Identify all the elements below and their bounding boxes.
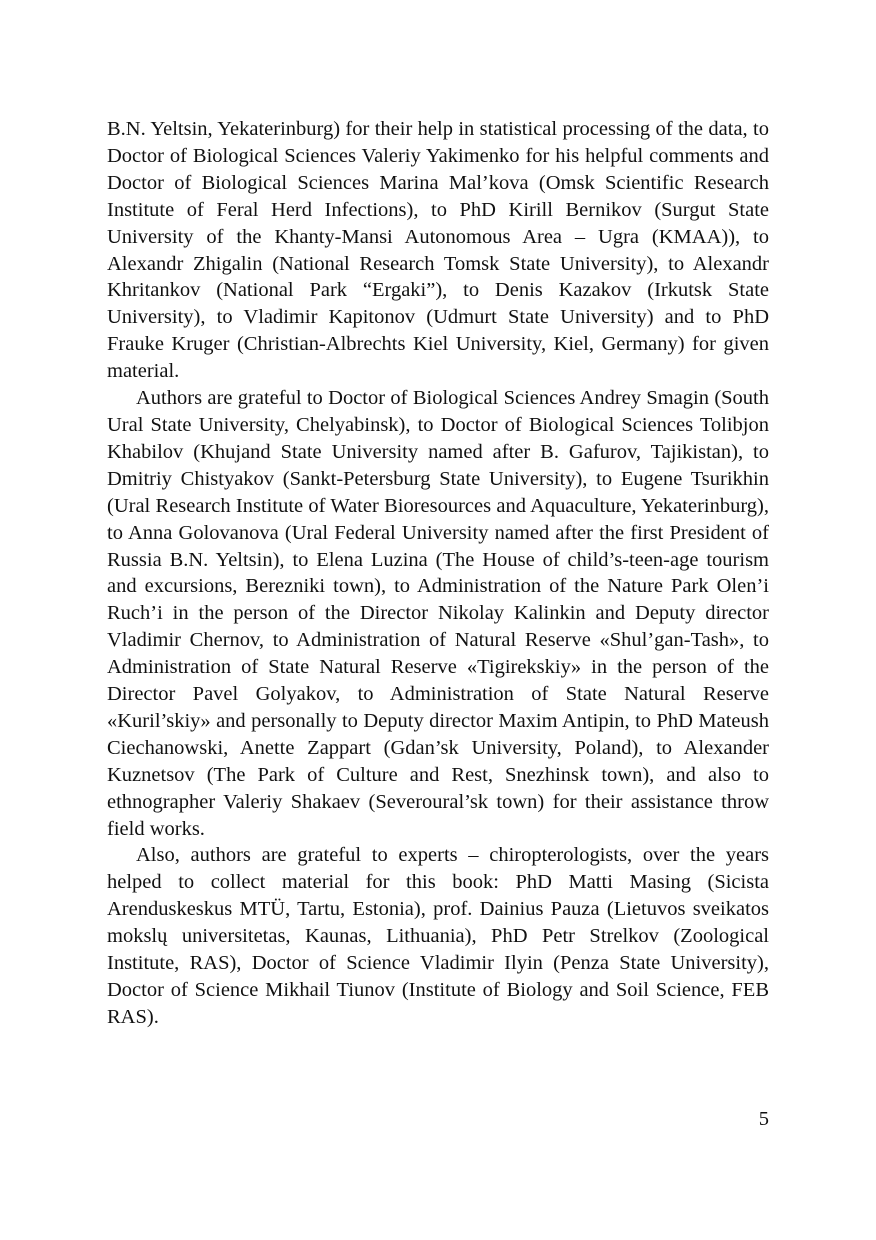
page-number: 5 [758,1108,769,1130]
body-text [107,116,769,1031]
paragraph-experts: Also, authors are grateful to experts – chiropterologists, over the years helped to collect material for this book: PhD Matti Masing (Sicista Arenduskeskus MTÜ, Tartu, Estonia), prof. Dainius Pauza (Lietuvos sveikatos mokslų universitetas, Kaunas, Lithuania), PhD Petr Strelkov (Zoological Institute, RAS), Doctor of Science Vladimir Ilyin (Penza State University), Doctor of Science Mikhail Tiunov (Institute of Biology and Soil Science, FEB RAS). [107,844,769,1028]
paragraph-continuation: B.N. Yeltsin, Yekaterinburg) for their help in statistical processing of the data, to Doctor of Biological Sciences Valeriy Yakimenko for his helpful comments and Doctor of Biological Sciences Marina Mal’kova (Omsk Scientific Research Institute of Feral Herd Infections), to PhD Kirill Bernikov (Surgut State University of the Khanty-Mansi Autonomous Area – Ugra (KMAA)), to Alexandr Zhigalin (National Research Tomsk State University), to Alexandr Khritankov (National Park “Ergaki”), to Denis Kazakov (Irkutsk State University), to Vladimir Kapitonov (Udmurt State University) and to PhD Frauke Kruger (Christian-Albrechts Kiel University, Kiel, Germany) for given material. [107,118,769,383]
paragraph-authors-grateful: Authors are grateful to Doctor of Biological Sciences Andrey Smagin (South Ural State University, Chelyabinsk), to Doctor of Biological Sciences Tolibjon Khabilov (Khujand State University named after B. Gafurov, Tajikistan), to Dmitriy Chistyakov (Sankt-Petersburg State University), to Eugene Tsurikhin (Ural Research Institute of Water Bioresources and Aquaculture, Yekaterinburg), to Anna Golovanova (Ural Federal University named after the first President of Russia B.N. Yeltsin), to Elena Luzina (The House of child’s-teen-age tourism and excursions, Berezniki town), to Administration of the Nature Park Olen’i Ruch’i in the person of the Director Nikolay Kalinkin and Deputy director Vladimir Chernov, to Administration of Natural Reserve «Shul’gan-Tash», to Administration of State Natural Reserve «Tigirekskiy» in the person of the Director Pavel Golyakov, to Administration of State Natural Reserve «Kuril’skiy» and personally to Deputy director Maxim Antipin, to PhD Mateush Ciechanowski, Anette Zappart (Gdan’sk University, Poland), to Alexander Kuznetsov (The Park of Culture and Rest, Snezhinsk town), and also to ethnographer Valeriy Shakaev (Severoural’sk town) for their assistance throw field works. [107,387,769,840]
